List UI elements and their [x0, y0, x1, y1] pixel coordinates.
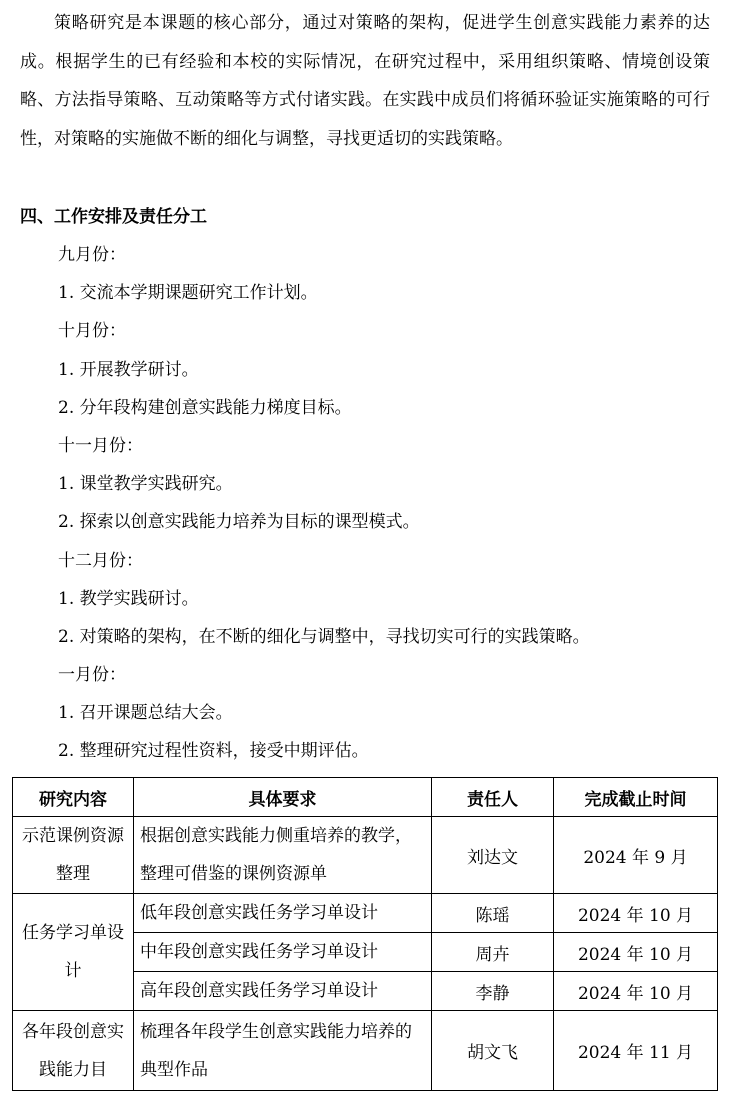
header-topic: 研究内容	[13, 778, 134, 817]
schedule-line: 1. 召开课题总结大会。	[58, 703, 233, 724]
header-person: 责任人	[432, 778, 554, 817]
cell-person: 刘达文	[432, 817, 554, 894]
table-header-row	[13, 778, 718, 817]
table-row	[13, 894, 718, 933]
cell-requirement: 中年段创意实践任务学习单设计	[134, 933, 432, 972]
cell-topic: 任务学习单设计	[13, 894, 134, 1011]
schedule-line: 十二月份：	[58, 550, 143, 571]
schedule-line: 十月份：	[58, 321, 126, 342]
schedule-line: 一月份：	[58, 665, 126, 686]
cell-deadline: 2024 年 11 月	[554, 1011, 718, 1091]
schedule-line: 九月份：	[58, 245, 126, 265]
schedule-line: 1. 教学实践研讨。	[58, 588, 199, 609]
schedule-list	[58, 236, 590, 771]
section-heading: 四、工作安排及责任分工	[20, 207, 207, 227]
schedule-line: 1. 交流本学期课题研究工作计划。	[58, 283, 318, 304]
schedule-line: 十一月份：	[58, 435, 143, 456]
schedule-line: 2. 对策略的架构，在不断的细化与调整中，寻找切实可行的实践策略。	[58, 626, 590, 647]
cell-person: 胡文飞	[432, 1011, 554, 1091]
schedule-line: 2. 分年段构建创意实践能力梯度目标。	[58, 397, 352, 418]
cell-person: 周卉	[432, 933, 554, 972]
header-requirement: 具体要求	[134, 778, 432, 817]
header-deadline: 完成截止时间	[554, 778, 718, 817]
intro-paragraph: 策略研究是本课题的核心部分，通过对策略的架构，促进学生创意实践能力素养的达成。根据学生的已有经验和本校的实际情况，在研究过程中，采用组织策略、情境创设策略、方法指导策略、互动策略等方式付诸实践。在实践中成员们将循环验证实施策略的可行性，对策略的实施做不断的细化与调整，寻找更适切的实践策略。	[20, 13, 710, 149]
cell-requirement: 根据创意实践能力侧重培养的教学，整理可借鉴的课例资源单	[134, 817, 432, 894]
cell-requirement: 低年段创意实践任务学习单设计	[134, 894, 432, 933]
responsibility-table	[12, 777, 718, 1091]
schedule-line: 1. 课堂教学实践研究。	[58, 474, 233, 495]
table-row	[13, 817, 718, 894]
cell-person: 陈瑶	[432, 894, 554, 933]
cell-topic: 各年段创意实践能力目	[13, 1011, 134, 1091]
cell-deadline: 2024 年 10 月	[554, 972, 718, 1011]
cell-deadline: 2024 年 10 月	[554, 894, 718, 933]
schedule-line: 2. 整理研究过程性资料，接受中期评估。	[58, 741, 369, 762]
cell-requirement: 梳理各年段学生创意实践能力培养的典型作品	[134, 1011, 432, 1091]
cell-deadline: 2024 年 10 月	[554, 933, 718, 972]
schedule-line: 2. 探索以创意实践能力培养为目标的课型模式。	[58, 512, 420, 533]
table-row	[13, 1011, 718, 1091]
cell-topic: 示范课例资源整理	[13, 817, 134, 894]
cell-deadline: 2024 年 9 月	[554, 817, 718, 894]
schedule-line: 1. 开展教学研讨。	[58, 359, 199, 380]
cell-person: 李静	[432, 972, 554, 1011]
cell-requirement: 高年段创意实践任务学习单设计	[134, 972, 432, 1011]
